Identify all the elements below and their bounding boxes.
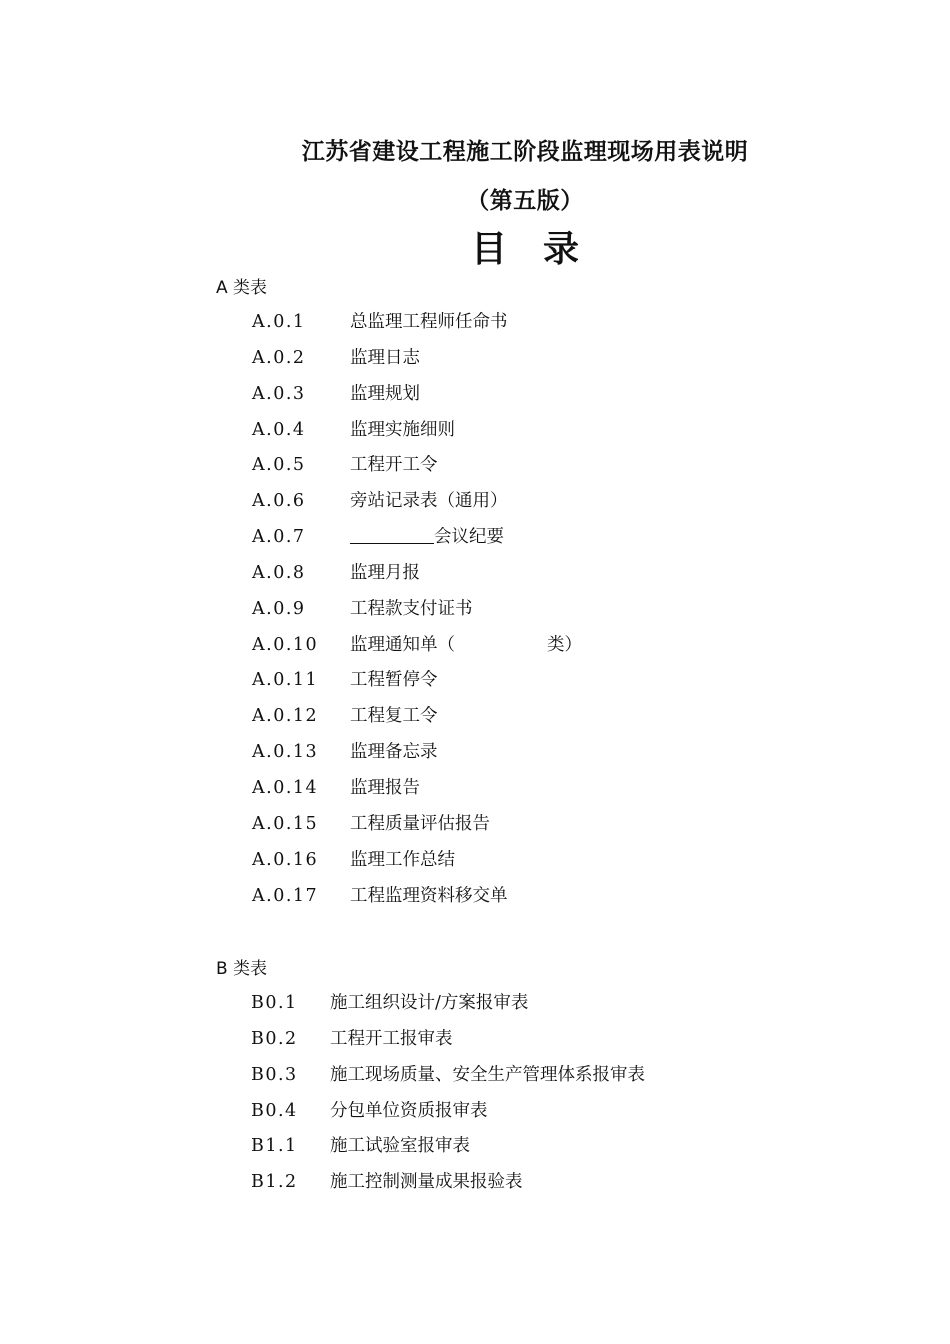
toc-item-title: 工程质量评估报告 [350,813,490,834]
toc-item-title: 工程暂停令 [350,670,438,691]
toc-item-title: 监理工作总结 [350,849,455,870]
toc-item-code: A.0.17 [252,885,319,906]
toc-item-a-0-10 [252,634,582,670]
toc-item-a-0-16 [252,849,582,885]
toc-item-title: 总监理工程师任命书 [350,312,508,332]
toc-item-a-0-9 [252,598,582,634]
toc-item-title: 工程复工令 [350,706,438,727]
toc-item-code: A.0.10 [252,634,319,655]
toc-item-title: 分包单位资质报审表 [330,1100,488,1121]
toc-item-title: 工程监理资料移交单 [350,885,508,906]
document-title: 江苏省建设工程施工阶段监理现场用表说明 [301,139,749,165]
toc-item-code: B1.1 [251,1136,298,1157]
fill-in-blank-line [350,526,434,544]
toc-item-a-0-7 [252,526,582,562]
toc-item-code: A.0.1 [252,312,306,332]
toc-item-a-0-13 [252,741,582,777]
toc-item-a-0-4 [252,419,582,455]
toc-item-code: A.0.2 [252,347,306,368]
toc-item-a-0-17 [252,885,582,921]
toc-item-code: A.0.7 [252,527,306,548]
toc-item-code: A.0.3 [252,383,306,404]
toc-item-code: B0.3 [251,1064,298,1085]
toc-item-code: A.0.9 [252,598,306,619]
toc-item-code: A.0.8 [252,562,306,583]
toc-heading: 目 录 [470,229,579,270]
toc-item-code: A.0.6 [252,491,306,512]
toc-item-a-0-3 [252,383,582,419]
toc-item-title: 监理月报 [350,562,420,583]
toc-item-code: A.0.12 [252,706,319,727]
toc-item-b1-1 [251,1135,645,1171]
toc-item-b0-2 [251,1028,645,1064]
toc-item-title: 工程款支付证书 [350,598,473,619]
toc-item-b0-1 [251,992,645,1028]
toc-item-a-0-8 [252,562,582,598]
toc-item-code: B0.1 [251,993,298,1013]
toc-item-title: 监理报告 [350,777,420,798]
toc-item-title: 旁站记录表（通用） [350,491,508,512]
toc-item-a-0-14 [252,777,582,813]
toc-item-code: A.0.11 [252,670,319,691]
toc-item-a-0-15 [252,813,582,849]
toc-item-a-0-11 [252,669,582,705]
toc-item-code: A.0.5 [252,455,306,476]
toc-item-title: 监理备忘录 [350,742,438,763]
toc-item-title: 施工控制测量成果报验表 [330,1172,523,1193]
toc-item-title: 会议纪要 [434,527,504,548]
toc-item-b0-4 [251,1100,645,1136]
toc-item-code: B0.2 [251,1028,298,1049]
toc-item-code: A.0.14 [252,777,319,798]
toc-item-code: B1.2 [251,1172,298,1193]
toc-item-title-start: 监理通知单（ [350,634,455,655]
section-b-heading: B 类表 [216,959,268,979]
section-b-list [251,992,645,1207]
toc-item-b1-2 [251,1171,645,1207]
toc-item-title: 工程开工报审表 [330,1028,453,1049]
section-a-heading: A 类表 [216,278,268,298]
document-subtitle: （第五版） [466,188,584,214]
toc-item-b0-3 [251,1064,645,1100]
toc-item-title-end: 类） [547,634,582,655]
toc-item-title: 施工试验室报审表 [330,1136,470,1157]
toc-item-title: 施工组织设计/方案报审表 [330,993,529,1013]
toc-item-code: A.0.13 [252,742,319,763]
toc-item-title: 施工现场质量、安全生产管理体系报审表 [330,1064,645,1085]
section-a-list [252,311,582,920]
toc-item-code: B0.4 [251,1100,298,1121]
toc-item-title: 监理日志 [350,347,420,368]
toc-item-title: 监理规划 [350,383,420,404]
toc-item-code: A.0.4 [252,419,306,440]
toc-item-a-0-1 [252,311,582,347]
toc-item-a-0-2 [252,347,582,383]
toc-item-code: A.0.16 [252,849,319,870]
toc-item-code: A.0.15 [252,813,319,834]
toc-item-title: 监理实施细则 [350,419,455,440]
toc-item-title: 工程开工令 [350,455,438,476]
toc-item-a-0-6 [252,490,582,526]
toc-item-a-0-12 [252,705,582,741]
toc-item-a-0-5 [252,454,582,490]
